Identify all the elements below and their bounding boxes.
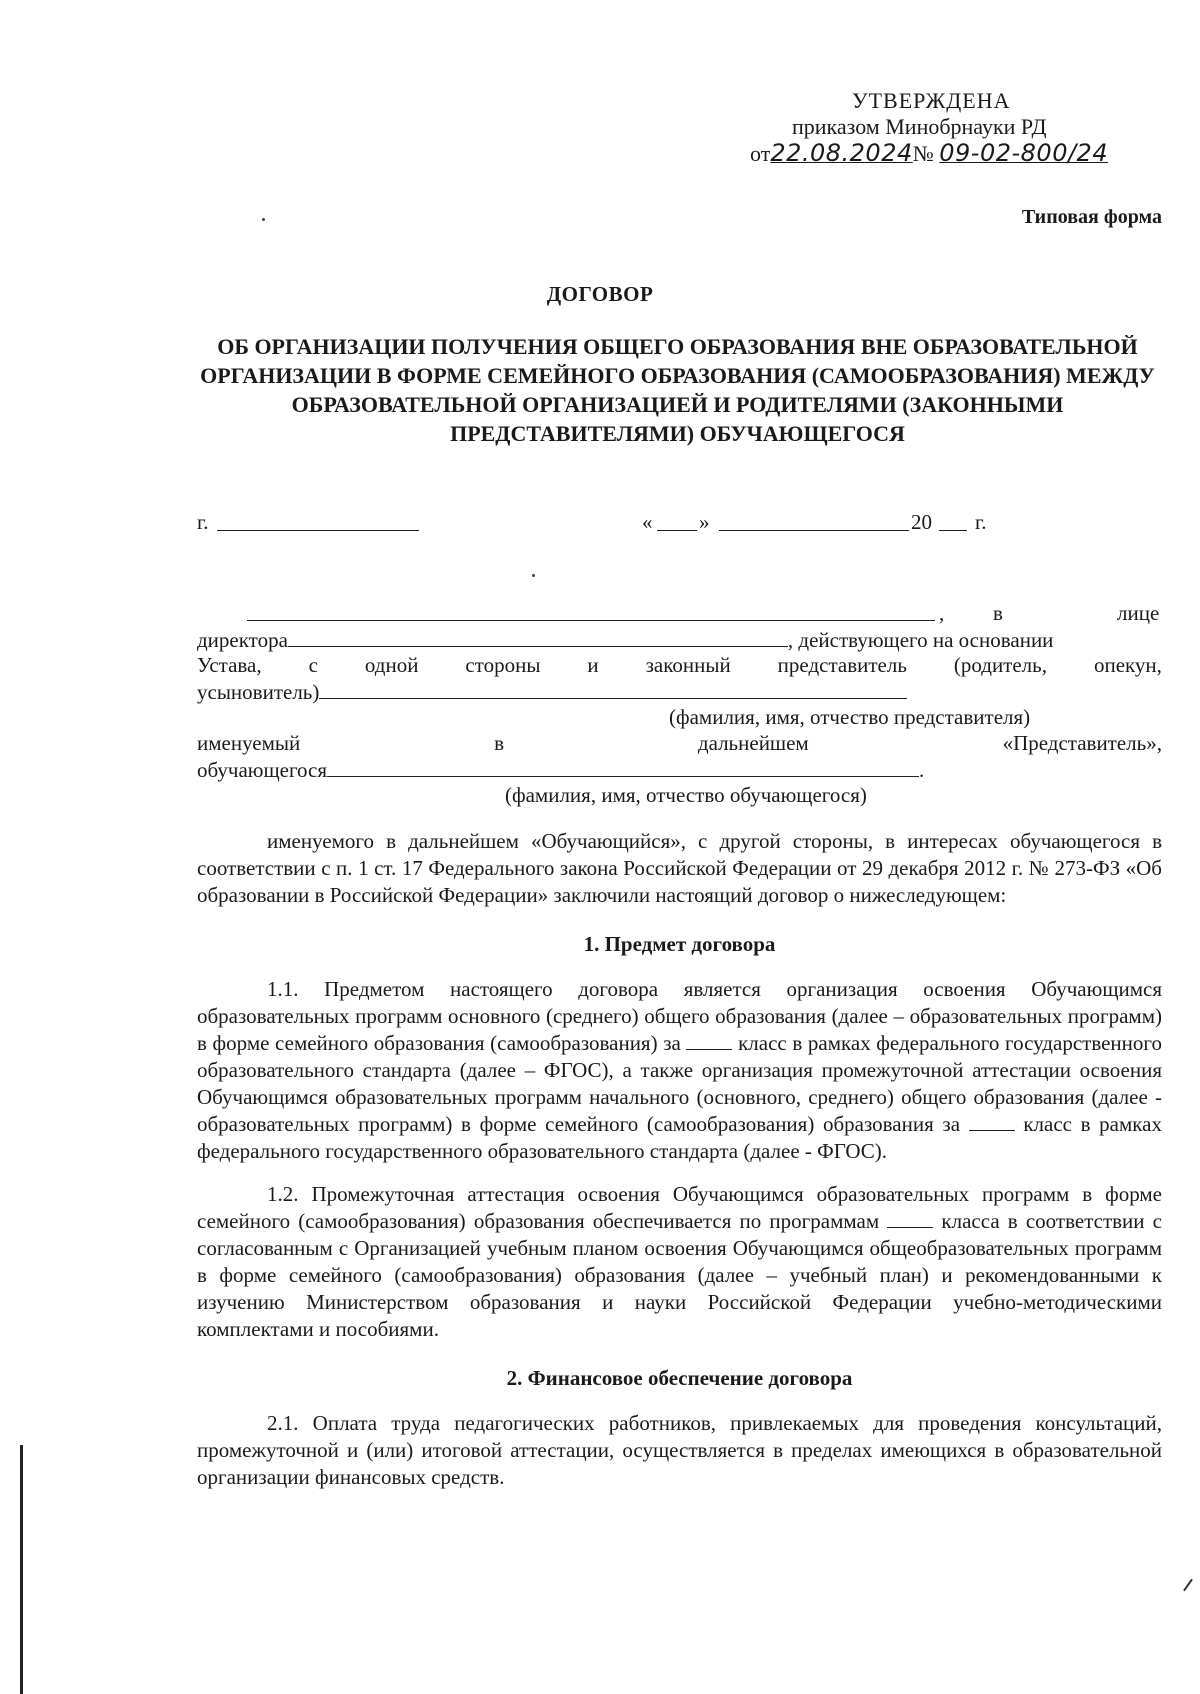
party-row-organization: , в лице (197, 600, 1162, 626)
year-blank[interactable] (939, 530, 967, 531)
party-row-charter (197, 652, 1162, 678)
word: в (494, 731, 505, 755)
day-blank[interactable] (657, 530, 697, 531)
year-prefix: 20 (911, 510, 932, 534)
approval-number-sign: № (912, 141, 934, 166)
party-row-director (197, 626, 1162, 652)
day-quote-open: « (642, 510, 653, 534)
party-row-student (197, 756, 1162, 782)
section-1-heading: 1. Предмет договора (583, 932, 776, 956)
director-label: директора (197, 628, 288, 652)
director-blank[interactable] (288, 626, 788, 647)
caption-representative: (фамилия, имя, отчество представителя) (669, 705, 1031, 729)
parties-block (197, 600, 1162, 808)
clause-1-2 (197, 1181, 1162, 1343)
word: законный (645, 653, 731, 677)
approval-title: УТВЕРЖДЕНА (852, 88, 1011, 113)
class-blank[interactable] (887, 1209, 933, 1228)
word: дальнейшем (697, 731, 809, 755)
approval-date-handwritten: 22.08.2024 (770, 139, 913, 167)
class-blank[interactable] (686, 1031, 732, 1050)
approval-date-line (750, 140, 1130, 167)
approval-date-prefix: от (750, 141, 771, 166)
scan-speck (532, 574, 535, 577)
intro-paragraph: именуемого в дальнейшем «Обучающийся», с другой стороны, в интересах обучающегося в соответствии с п. 1 ст. 17 Федерального закона Российской Федерации от 29 декабря 2012 г. № 273-ФЗ «Об образовании в Российской Федерации» заключили настоящий договор о нижеследующем: (197, 829, 1162, 907)
in-person-v: в (993, 601, 1003, 625)
city-prefix: г. (197, 510, 209, 534)
approval-order: приказом Минобрнауки РД (792, 114, 1047, 139)
day-quote-close: » (699, 510, 710, 534)
organization-blank[interactable] (247, 600, 935, 621)
in-person-litse: лице (1117, 601, 1160, 625)
word: и (587, 653, 599, 677)
clause-1-1 (197, 976, 1162, 1165)
caption-student: (фамилия, имя, отчество обучающегося) (505, 783, 867, 807)
form-type-label: Типовая форма (1021, 206, 1162, 228)
word: одной (364, 653, 419, 677)
word: опекун, (1093, 653, 1162, 677)
document-subtitle: ОБ ОРГАНИЗАЦИИ ПОЛУЧЕНИЯ ОБЩЕГО ОБРАЗОВАНИЯ ВНЕ ОБРАЗОВАТЕЛЬНОЙ ОРГАНИЗАЦИИ В ФОРМЕ СЕМЕЙНОГО ОБРАЗОВАНИЯ (САМООБРАЗОВАНИЯ) МЕЖДУ ОБРАЗОВАТЕЛЬНОЙ ОРГАНИЗАЦИЕЙ И РОДИТЕЛЯМИ (ЗАКОННЫМИ ПРЕДСТАВИТЕЛЯМИ) ОБУЧАЮЩЕГОСЯ (200, 334, 1155, 446)
word: стороны (465, 653, 541, 677)
representative-blank[interactable] (319, 678, 907, 699)
adopter-label: усыновитель) (197, 680, 320, 704)
approval-stamp (750, 88, 1130, 167)
party-row-adopter (197, 678, 1162, 704)
clause-text: класса в соответствии с согласованным с Организацией учебным планом освоения Обучающимся общеобразовательных программ в форме семейного (самообразования) образования (далее – учебный план) и рекомендованными к изучению Министерством образования и науки Российской Федерации учебно-методическими комплектами и пособиями. (197, 1209, 1162, 1341)
scan-speck (262, 218, 265, 221)
scan-margin-line (20, 1445, 23, 1694)
place-date-line (197, 510, 1157, 540)
class-blank[interactable] (969, 1112, 1015, 1131)
year-suffix: г. (975, 510, 987, 534)
clause-2-1: 2.1. Оплата труда педагогических работников, привлекаемых для проведения консультаций, промежуточной и (или) итоговой аттестации, осуществляется в пределах имеющихся в образовательной организации финансовых средств. (197, 1411, 1162, 1489)
clause-text: 1.2. Промежуточная аттестация освоения Обучающимся образовательных программ в форме семейного (самообразования) образования обеспечивается по программам (197, 1182, 1162, 1233)
word: с (308, 653, 318, 677)
contract-body (197, 828, 1162, 1491)
word: Устава, (197, 653, 262, 677)
section-2-heading: 2. Финансовое обеспечение договора (506, 1366, 853, 1390)
period: . (919, 758, 925, 782)
clause-text: 1.1. Предметом настоящего договора является организация освоения Обучающимся образовательных программ основного (среднего) общего образования (далее – образовательных программ) в форме семейного образования (самообразования) за (197, 977, 1162, 1055)
student-blank[interactable] (327, 756, 919, 777)
student-label: обучающегося (197, 758, 328, 782)
word: (родитель, (953, 653, 1047, 677)
party-row-named (197, 730, 1162, 756)
word: именуемый (197, 731, 301, 755)
clause-text: класс в рамках федерального государственного образовательного стандарта (далее – ФГОС), а также организация промежуточной аттестации освоения Обучающимся образовательных программ начального (основного, среднего) общего образования (далее - образовательных программ) в форме семейного (самообразования) образования за (197, 1031, 1162, 1136)
scan-mark (1183, 1579, 1193, 1592)
month-blank[interactable] (719, 530, 909, 531)
acting-basis: , действующего на основании (787, 628, 1054, 652)
city-blank[interactable] (217, 530, 419, 531)
clause-text: класс в рамках федерального государственного образовательного стандарта (далее - ФГОС). (197, 1112, 1163, 1163)
document-title: ДОГОВОР (546, 282, 654, 306)
approval-number-handwritten: 09-02-800/24 (939, 139, 1109, 167)
word: представитель (777, 653, 907, 677)
word: «Представитель», (1002, 731, 1162, 755)
